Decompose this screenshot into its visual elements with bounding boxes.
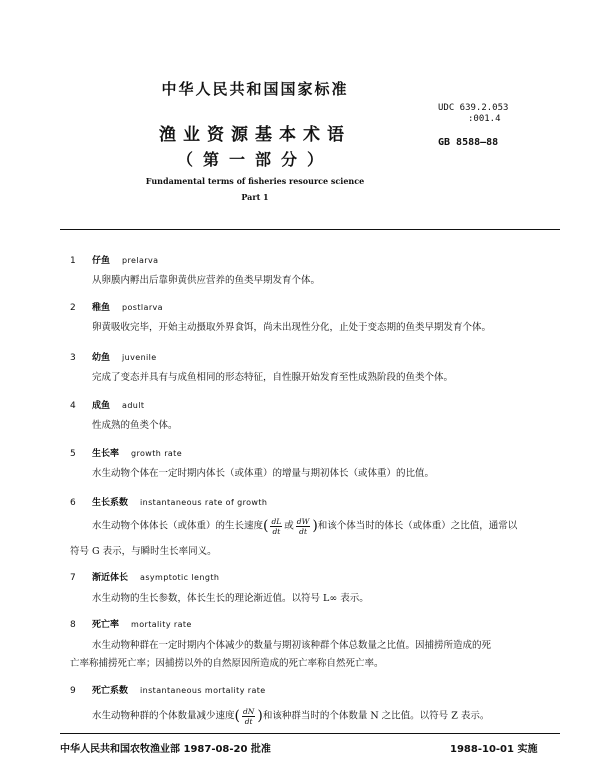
mortality-fraction [242, 707, 255, 726]
term-number: 3 [70, 353, 76, 363]
term-zh: 成鱼 [92, 401, 111, 411]
term-heading [70, 617, 192, 630]
paren-open: ( [234, 708, 240, 724]
fraction-numerator: dW [296, 516, 310, 526]
term-heading [70, 446, 182, 459]
term-heading [70, 350, 157, 363]
term-heading [70, 570, 219, 583]
term-en: instantaneous mortality rate [140, 686, 266, 695]
fraction-denominator: dt [272, 526, 281, 536]
fraction-numerator: dN [242, 706, 255, 716]
term-zh: 稚鱼 [92, 303, 111, 313]
definition-text: 和该种群当时的个体数量 N 之比值。以符号 Z 表示。 [262, 710, 490, 722]
term-en: juvenile [122, 353, 157, 362]
term-definition: 卵黄吸收完毕，开始主动摄取外界食饵，尚未出现性分化，止处于变态期的鱼类早期发育个体。 [92, 322, 492, 333]
term-number: 5 [70, 449, 76, 459]
growth-fraction-weight [296, 517, 311, 536]
term-en: instantaneous rate of growth [140, 498, 268, 507]
fraction-denominator: dt [244, 716, 253, 726]
term-number: 6 [70, 498, 76, 508]
term-en: mortality rate [131, 620, 192, 629]
term-zh: 死亡率 [92, 620, 120, 630]
document-title-zh: 渔业资源基本术语 [159, 125, 351, 145]
term-number: 8 [70, 620, 76, 630]
term-definition [92, 704, 489, 729]
document-part-zh: （第一部分） [176, 150, 333, 169]
term-definition-continued: 亡率称捕捞死亡率；因捕捞以外的自然原因所造成的死亡率称自然死亡率。 [70, 658, 384, 669]
effective-date: 1988-10-01 实施 [450, 744, 538, 755]
definition-text: 水生动物种群的个体数量减少速度 [92, 710, 235, 722]
term-heading [70, 300, 163, 313]
document-title-en: Fundamental terms of fisheries resource science [145, 176, 365, 186]
term-definition: 水生动物种群在一定时期内个体减少的数量与期初该种群个体总数量之比值。因捕捞所造成的死 [92, 640, 492, 651]
term-definition: 水生动物的生长参数，体长生长的理论渐近值。以符号 L∞ 表示。 [92, 593, 369, 604]
udc-code: UDC 639.2.053 [438, 103, 509, 113]
definition-text: 或 [284, 520, 294, 532]
gb-number: GB 8588—88 [438, 137, 499, 148]
paren-open: ( [263, 518, 269, 534]
term-definition: 水生动物个体在一定时期内体长（或体重）的增量与期初体长（或体重）的比值。 [92, 468, 435, 479]
header-divider [60, 229, 560, 230]
udc-code-suffix: :001.4 [468, 114, 501, 124]
definition-text: 水生动物个体体长（或体重）的生长速度 [92, 520, 264, 532]
term-definition [92, 514, 517, 539]
term-heading [70, 495, 267, 508]
term-zh: 生长率 [92, 449, 120, 459]
term-zh: 幼鱼 [92, 353, 111, 363]
paren-close: ) [257, 708, 263, 724]
term-definition: 性成熟的鱼类个体。 [92, 420, 178, 431]
paren-close: ) [312, 518, 318, 534]
term-number: 4 [70, 401, 76, 411]
term-zh: 仔鱼 [92, 256, 111, 266]
term-definition: 完成了变态并具有与成鱼相同的形态特征，自性腺开始发育至性成熟阶段的鱼类个体。 [92, 372, 454, 383]
term-en: postlarva [122, 303, 163, 312]
term-definition: 从卵膜内孵出后靠卵黄供应营养的鱼类早期发育个体。 [92, 275, 321, 286]
term-en: asymptotic length [140, 573, 220, 582]
term-en: adult [122, 401, 145, 410]
term-heading [70, 398, 144, 411]
growth-fraction-length [270, 517, 282, 536]
fraction-numerator: dL [271, 516, 282, 526]
national-standard-label: 中华人民共和国国家标准 [161, 80, 349, 98]
term-number: 7 [70, 573, 76, 583]
term-zh: 死亡系数 [92, 686, 129, 696]
definition-text: 和该个体当时的体长（或体重）之比值，通常以 [317, 520, 518, 532]
term-en: prelarva [122, 256, 159, 265]
fraction-denominator: dt [299, 526, 307, 536]
term-number: 1 [70, 256, 76, 266]
term-zh: 渐近体长 [92, 573, 129, 583]
term-number: 9 [70, 686, 76, 696]
term-en: growth rate [131, 449, 183, 458]
term-zh: 生长系数 [92, 498, 129, 508]
issuing-authority: 中华人民共和国农牧渔业部 1987-08-20 批准 [60, 744, 271, 755]
document-part-en: Part 1 [241, 192, 269, 202]
term-number: 2 [70, 303, 76, 313]
footer-divider [60, 733, 560, 734]
term-heading [70, 683, 266, 696]
term-heading [70, 253, 158, 266]
term-definition-continued: 符号 G 表示，与瞬时生长率同义。 [70, 546, 217, 557]
